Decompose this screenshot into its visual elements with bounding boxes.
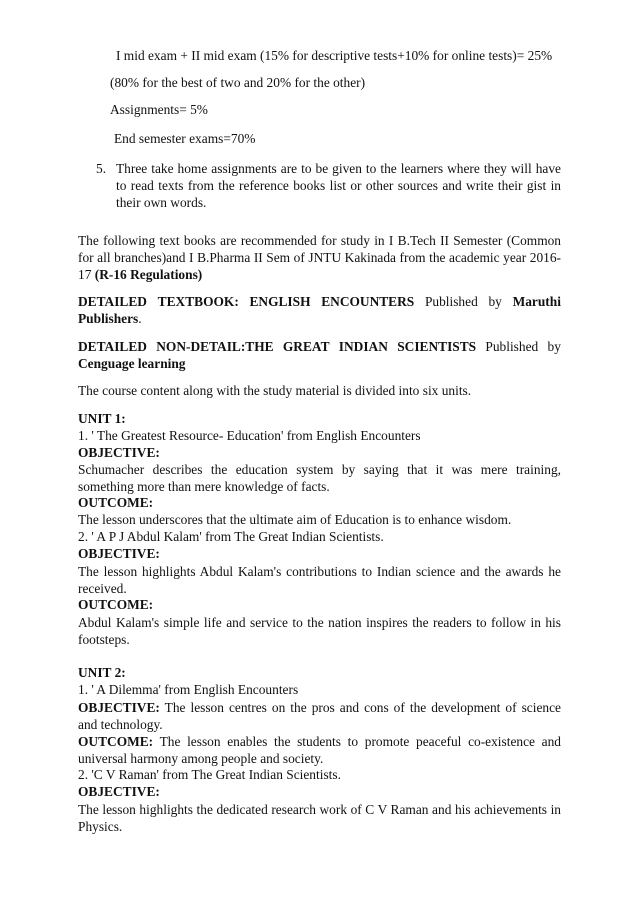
detailed-word: ENGLISH — [249, 294, 311, 309]
grading-mid-exams: I mid exam + II mid exam (15% for descriptive tests+10% for online tests)= 25% — [116, 48, 553, 63]
unit2-lesson1: 1. ' A Dilemma' from English Encounters — [78, 682, 299, 697]
unit1-outcome2-label: OUTCOME: — [78, 597, 154, 612]
unit2-objective1 — [78, 699, 561, 733]
nondetail-word: NON-DETAIL:THE — [156, 339, 274, 354]
course-content-sentence: The course content along with the study material is divided into six units. — [78, 383, 472, 398]
textbooks-intro-paragraph — [78, 232, 561, 283]
detailed-textbook-paragraph — [78, 293, 561, 327]
detailed-word: by — [488, 294, 502, 309]
nondetail-word: GREAT — [282, 339, 330, 354]
nondetail-publisher: Cenguage learning — [78, 356, 186, 371]
nondetail-word: by — [547, 339, 561, 354]
unit2-objective1-label: OBJECTIVE: — [78, 700, 160, 715]
unit2-outcome1-text: The lesson enables the students to promote peaceful co-existence and universal harmony among people and society. — [78, 734, 561, 766]
grading-end-semester: End semester exams=70% — [114, 131, 256, 146]
detailed-word: Published — [424, 294, 478, 309]
unit1-lesson2: 2. ' A P J Abdul Kalam' from The Great Indian Scientists. — [78, 529, 384, 544]
unit1-objective1-label: OBJECTIVE: — [78, 445, 160, 460]
detailed-word: ENCOUNTERS — [321, 294, 415, 309]
detailed-word: Maruthi — [512, 294, 561, 309]
unit1-heading: UNIT 1: — [78, 411, 126, 426]
unit1-lesson1: 1. ' The Greatest Resource- Education' from English Encounters — [78, 428, 421, 443]
non-detail-line1 — [78, 338, 561, 355]
unit1-objective2-label: OBJECTIVE: — [78, 546, 160, 561]
unit2-outcome1 — [78, 733, 561, 767]
take-home-assignments-text: Three take home assignments are to be given to the learners where they will have to read texts from the reference books list or other sources and write their gist in their own words. — [116, 161, 561, 210]
nondetail-word: SCIENTISTS — [397, 339, 477, 354]
unit1-outcome2-text: Abdul Kalam's simple life and service to the nation inspires the readers to follow in his footsteps. — [78, 615, 561, 647]
detailed-period: . — [138, 311, 142, 326]
unit2-heading: UNIT 2: — [78, 665, 126, 680]
unit2-outcome1-label: OUTCOME: — [78, 734, 154, 749]
unit1-objective2-text: The lesson highlights Abdul Kalam's contributions to Indian science and the awards he received. — [78, 564, 561, 596]
grading-best-of-two: (80% for the best of two and 20% for the other) — [110, 75, 366, 90]
detailed-textbook-line2 — [78, 310, 561, 327]
unit2-objective2-text: The lesson highlights the dedicated research work of C V Raman and his achievements in Physics. — [78, 802, 561, 834]
unit2-lesson2: 2. 'C V Raman' from The Great Indian Scientists. — [78, 767, 341, 782]
list-number-5: 5. — [96, 161, 107, 176]
nondetail-word: Published — [485, 339, 539, 354]
detailed-publisher: Publishers — [78, 311, 139, 326]
non-detail-line2 — [78, 355, 561, 372]
grading-assignments: Assignments= 5% — [110, 102, 208, 117]
nondetail-word: INDIAN — [338, 339, 388, 354]
nondetail-word: DETAILED — [78, 339, 147, 354]
detailed-word: DETAILED — [78, 294, 147, 309]
unit1-outcome1-text: The lesson underscores that the ultimate aim of Education is to enhance wisdom. — [78, 512, 512, 527]
unit1-outcome1-label: OUTCOME: — [78, 495, 154, 510]
detailed-textbook-line1 — [78, 293, 561, 310]
intro-regulations: (R-16 Regulations) — [94, 267, 203, 282]
detailed-word: TEXTBOOK: — [157, 294, 239, 309]
unit2-objective2-label: OBJECTIVE: — [78, 784, 160, 799]
unit1-objective1-text: Schumacher describes the education system by saying that it was mere training, something more than mere knowledge of facts. — [78, 462, 561, 494]
non-detail-textbook-paragraph — [78, 338, 561, 372]
intro-text: The following text books are recommended for study in I B.Tech II Semester (Common for all branches)and I B.Pharma II Sem of JNTU Kakinada from the academic year 2016-17 — [78, 233, 561, 282]
unit2-objective1-text: The lesson centres on the pros and cons of the development of science and technology. — [78, 700, 561, 732]
